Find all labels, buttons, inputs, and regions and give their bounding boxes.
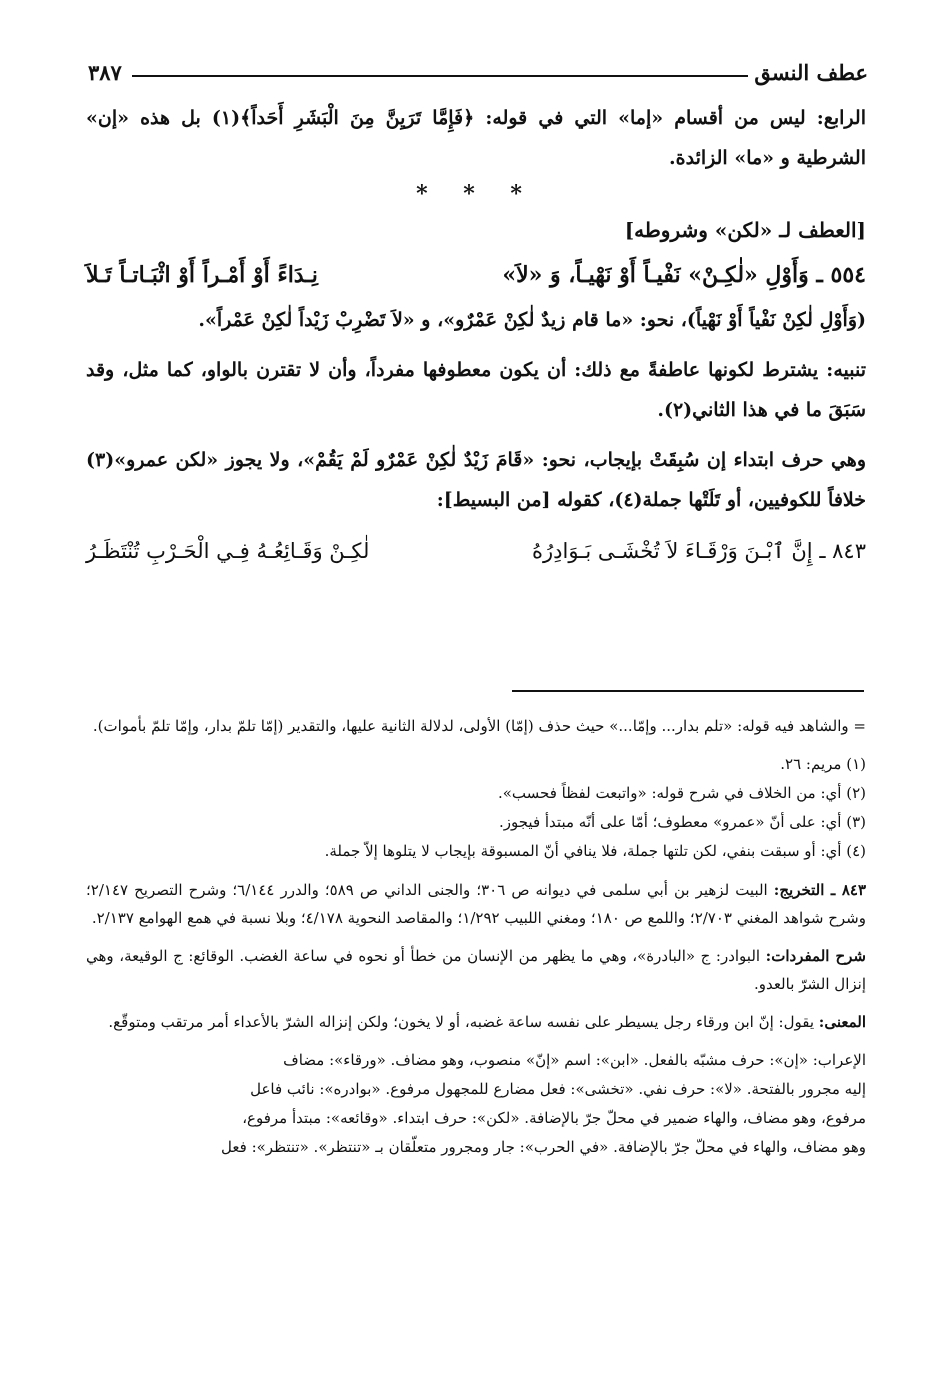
paragraph-ibtida: وهي حرف ابتداء إن سُبِقَتْ بإيجاب، نحو: «قَامَ زَيْدٌ لٰكِنْ عَمْرٌو لَمْ يَقُمْ»، ولا يجوز «لكن عمرو»(٣) خلافاً للكوفيين، أو تَلَتْها جملة(٤)، كقوله [من البسيط]: — [86, 449, 866, 511]
chapter-title: عطف النسق — [754, 59, 868, 85]
footnote-3: (٣) أي: على أنّ «عمرو» معطوف؛ أمّا على أنّه مبتدأ فيجوز. — [498, 813, 866, 831]
footnote-2: (٢) أي: من الخلاف في شرح قوله: «واتبعت لفظاً فحسب». — [497, 784, 866, 802]
footnote-1: (١) مريم: ٢٦. — [780, 755, 866, 773]
verse-554 — [86, 250, 866, 300]
verse-843-first-hemistich: ٨٤٣ ـ إِنَّ ٱبْـنَ وَرْقَـاءَ لاَ تُخْشَـى بَـوَادِرُهُ — [532, 539, 866, 563]
takhrij-paragraph — [86, 876, 866, 932]
paragraph-note: تنبيه: يشترط لكونها عاطفةً مع ذلك: أن يكون معطوفها مفرداً، وأن لا تقترن بالواو، كما مثل، وقد سَبَقَ ما في هذا الثاني(٢). — [86, 359, 866, 421]
header-rule — [132, 75, 749, 77]
verse-843-second-hemistich: لٰكِـنْ وَقَـائِعُـهُ فِـي الْحَـرْبِ تُنْتَظَـرُ — [86, 539, 370, 563]
paragraph-fourth: الرابع: ليس من أقسام «إما» التي في قوله: ﴿فَإِمَّا تَرَيِنَّ مِنَ الْبَشَرِ أَحَداً﴾(١) بل هذه «إن» الشرطية و «ما» الزائدة. — [86, 107, 866, 169]
irab-line-4: وهو مضاف، والهاء في محلّ جرّ بالإضافة. «في الحرب»: جار ومجرور متعلّقان بـ «تنتظر». «تنتظر»: فعل — [221, 1138, 866, 1156]
section-separator: * * * — [416, 181, 536, 207]
mana-paragraph — [86, 1008, 866, 1036]
paragraph-explanation: (وَأَوْلِ لٰكِنْ نَفْياً أَوْ نَهْياً)، نحو: «ما قام زيدٌ لٰكِنْ عَمْرٌو»، و «لاَ تَضْرِبْ زَيْداً لٰكِنْ عَمْراً». — [198, 309, 866, 331]
irab-line-2: إليه مجرور بالفتحة. «لا»: حرف نفي. «تخشى»: فعل مضارع للمجهول مرفوع. «بوادره»: نائب فاعل — [250, 1080, 866, 1098]
page-header — [88, 52, 868, 92]
irab-text-1: «إن»: حرف مشبّه بالفعل. «ابن»: اسم «إنّ» منصوب، وهو مضاف. «ورقاء»: مضاف — [283, 1051, 808, 1069]
irab-line-3: مرفوع، وهو مضاف، والهاء ضمير في محلّ جرّ بالإضافة. «لكن»: حرف ابتداء. «وقائعه»: مبتدأ مرفوع، — [242, 1109, 866, 1127]
irab-label: الإعراب: — [812, 1051, 866, 1069]
verse-554-first-hemistich: ٥٥٤ ـ وَأَوْلِ «لٰكِـنْ» نَفْيـاً أَوْ نَهْيـاً، وَ «لاَ» — [502, 262, 866, 288]
mana-label: المعنى: — [818, 1013, 866, 1031]
takhrij-label: ٨٤٣ ـ التخريج: — [773, 881, 866, 899]
mufradat-paragraph — [86, 942, 866, 998]
takhrij-text: البيت لزهير بن أبي سلمى في ديوانه ص ٣٠٦؛ والجنى الداني ص ٥٨٩؛ والدرر ٦/١٤٤؛ وشرح التصريح ٢/١٤٧؛ وشرح شواهد المغني ٢/٧٠٣؛ واللمع ص ١٨٠؛ ومغني اللبيب ١/٢٩٢؛ والمقاصد النحوية ٤/١٧٨؛ وبلا نسبة في همع الهوامع ٢/١٣٧. — [86, 881, 866, 927]
footnote-divider — [512, 690, 864, 692]
mufradat-text: البوادر: ج «البادرة»، وهي ما يظهر من الإنسان من خطأ أو نحوه في ساعة الغضب. الوقائع: ج الوقيعة، وهي إنزال الشرّ بالعدو. — [86, 947, 866, 993]
footnote-continuation: = والشاهد فيه قوله: «تلم بدار... وإمّا...» حيث حذف (إمّا) الأولى، لدلالة الثانية عليها، والتقدير (إمّا تلمّ بدار، وإمّا تلمّ بأموات). — [92, 717, 866, 735]
footnotes — [86, 712, 866, 1162]
verse-554-second-hemistich: نِـدَاءً أَوْ أَمْـراً أَوْ اثْبَـاتـاً تَـلاَ — [86, 262, 318, 288]
mana-text: يقول: إنّ ابن ورقاء رجل يسيطر على نفسه ساعة غضبه، أو لا يخون؛ ولكن إنزاله الشرّ بالأعداء أمر مرتقب ومتوقّع. — [108, 1013, 814, 1031]
main-text — [86, 98, 866, 576]
irab-line-1 — [86, 1046, 866, 1075]
verse-843 — [86, 526, 866, 576]
mufradat-label: شرح المفردات: — [765, 947, 866, 965]
section-heading: [العطف لـ «لكن» وشروطه] — [624, 218, 866, 242]
page-number: ٣٨٧ — [88, 59, 122, 85]
footnote-4: (٤) أي: أو سبقت بنفي، لكن تلتها جملة، فلا ينافي أنّ المسبوقة بإيجاب لا يتلوها إلاّ جملة. — [324, 842, 866, 860]
